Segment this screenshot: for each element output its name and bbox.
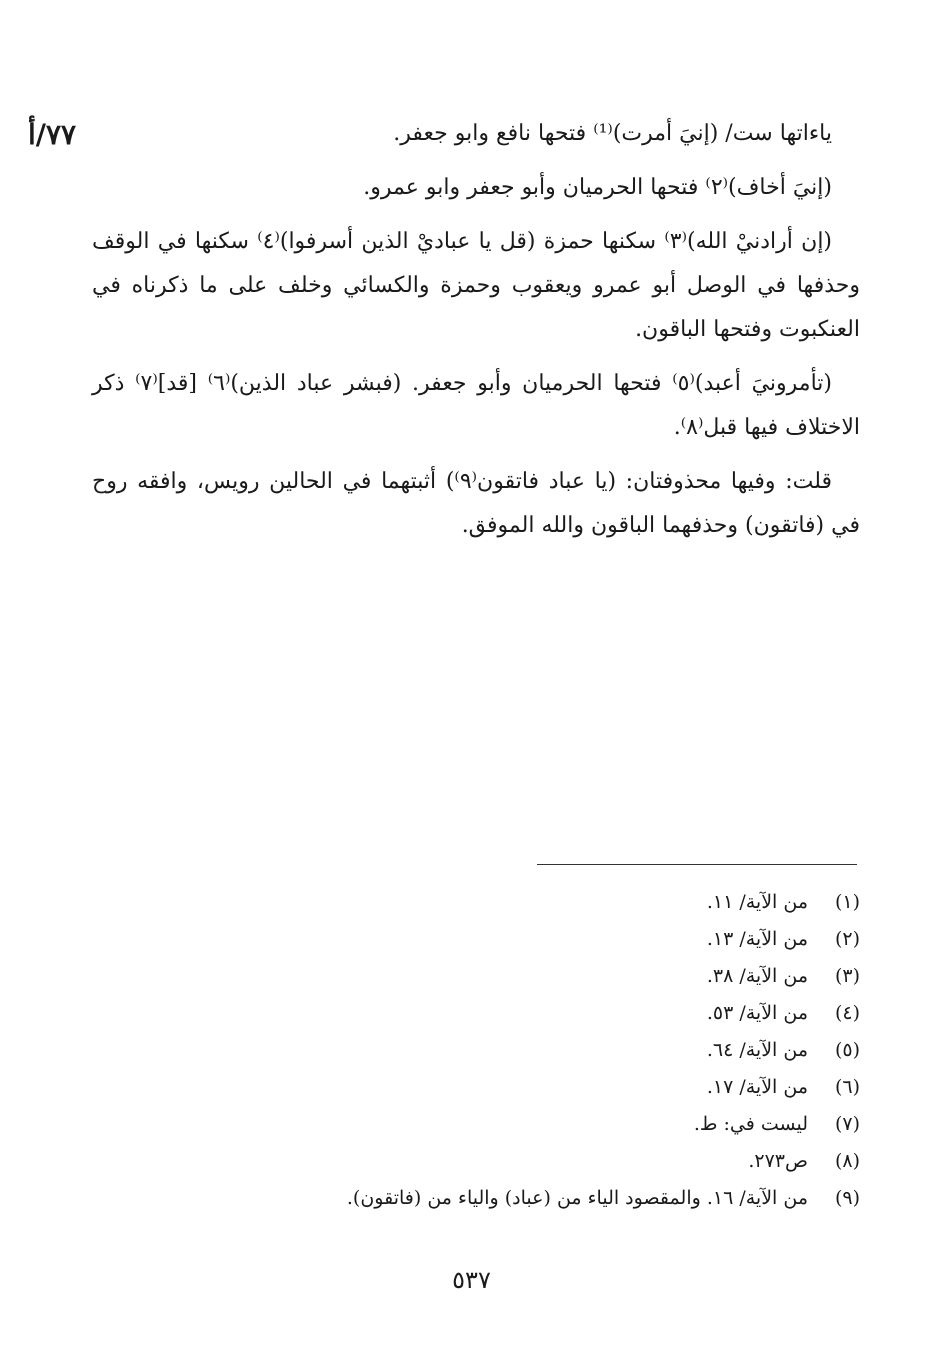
paragraph: ياءاتها ست/ (إنيَ أمرت)⁽¹⁾ فتحها نافع وابو جعفر. <box>393 121 832 146</box>
footnote-text: من الآية/ ٣٨. <box>706 965 808 987</box>
footnote-item <box>300 884 860 921</box>
footnote-number: (٥) <box>834 1039 860 1061</box>
page-number: ٥٣٧ <box>452 1266 491 1294</box>
paragraph: قلت: وفيها محذوفتان: (يا عباد فاتقون⁽٩⁾) أثبتهما في الحالين رويس، وافقه روح في (فاتقون) وحذفهما الباقون والله الموفق. <box>92 469 860 538</box>
footnote-number: (٢) <box>834 928 860 950</box>
paragraph: (إن أرادنيْ الله)⁽٣⁾ سكنها حمزة (قل يا عباديْ الذين أسرفوا)⁽٤⁾ سكنها في الوقف وحذفها في الوصل أبو عمرو ويعقوب وحمزة والكسائي وخلف على ما ذكرناه في العنكبوت وفتحها الباقون. <box>92 229 860 342</box>
footnote-text: من الآية/ ١٦. والمقصود الياء من (عباد) والياء من (فاتقون). <box>346 1187 808 1209</box>
footnote-item <box>300 1143 860 1180</box>
footnote-number: (٣) <box>834 965 860 987</box>
footnote-item <box>300 995 860 1032</box>
footnote-number: (١) <box>834 891 860 913</box>
paragraph: (إنيَ أخاف)⁽٢⁾ فتحها الحرميان وأبو جعفر وابو عمرو. <box>363 175 832 200</box>
footnote-text: من الآية/ ١٣. <box>706 928 808 950</box>
footnote-item <box>300 921 860 958</box>
footnote-text: من الآية/ ٦٤. <box>706 1039 808 1061</box>
footnote-text: من الآية/ ١١. <box>706 891 808 913</box>
footnote-text: من الآية/ ٥٣. <box>706 1002 808 1024</box>
footnote-number: (٦) <box>834 1076 860 1098</box>
footnote-item <box>300 1032 860 1069</box>
main-text <box>92 112 860 558</box>
footnote-number: (٨) <box>834 1150 860 1172</box>
footnote-item <box>300 1180 860 1217</box>
footnotes-list <box>300 884 860 1217</box>
footnote-number: (٧) <box>834 1113 860 1135</box>
footnote-item <box>300 1069 860 1106</box>
footnote-item <box>300 958 860 995</box>
folio-margin-note: ٧٧/أ <box>28 118 77 151</box>
footnote-number: (٩) <box>834 1187 860 1209</box>
paragraph: (تأمرونيَ أعبد)⁽٥⁾ فتحها الحرميان وأبو جعفر. (فبشر عباد الذين)⁽٦⁾ [قد]⁽٧⁾ ذكر الاختلاف فيها قبل⁽٨⁾. <box>92 371 860 440</box>
footnote-number: (٤) <box>834 1002 860 1024</box>
footnote-text: ليست في: ط. <box>693 1113 808 1135</box>
footnote-divider <box>537 864 857 865</box>
footnote-text: من الآية/ ١٧. <box>706 1076 808 1098</box>
footnote-item <box>300 1106 860 1143</box>
footnote-text: ص٢٧٣. <box>748 1150 808 1172</box>
